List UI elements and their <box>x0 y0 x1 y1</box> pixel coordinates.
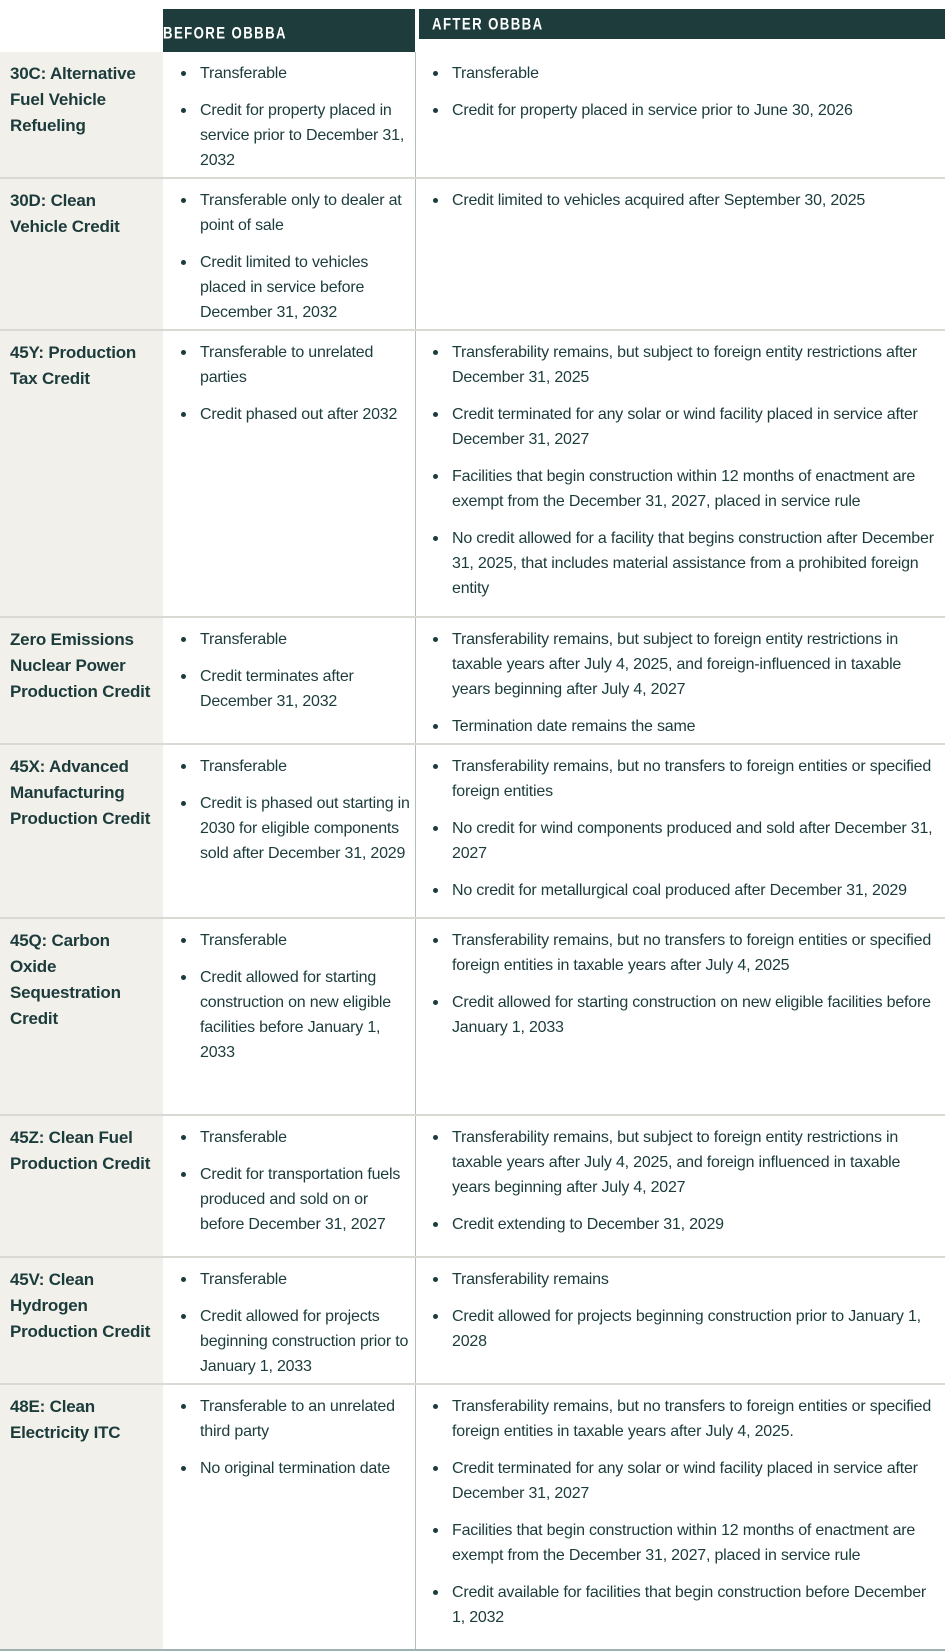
bullet-item <box>163 664 411 714</box>
bullet-text: Credit for transportation fuels produced and sold on or before December 31, 2027 <box>200 1166 401 1233</box>
after-obbba-cell <box>415 745 945 917</box>
bullet-text: Credit allowed for projects beginning construction prior to January 1, 2033 <box>200 1308 409 1375</box>
bullet-icon <box>433 1590 438 1595</box>
bullet-icon <box>433 938 438 943</box>
table-row <box>0 52 945 177</box>
bullet-item <box>416 402 935 452</box>
bullet-text: Transferable <box>200 932 287 949</box>
table-body <box>0 52 945 1649</box>
bullet-text: Credit for property placed in service prior to June 30, 2026 <box>452 102 853 119</box>
before-bullet-list <box>163 1125 411 1237</box>
bullet-item <box>416 928 935 978</box>
after-obbba-header-cell <box>415 9 945 39</box>
bullet-icon <box>433 474 438 479</box>
table-row <box>0 177 945 329</box>
bullet-icon <box>433 1222 438 1227</box>
table-header <box>0 9 945 52</box>
bullet-icon <box>433 888 438 893</box>
bullet-icon <box>181 1277 186 1282</box>
bullet-item <box>416 61 935 86</box>
bullet-item <box>416 1212 935 1237</box>
bullet-text: No original termination date <box>200 1460 391 1477</box>
bullet-item <box>163 188 411 238</box>
bullet-item <box>416 1125 935 1200</box>
bullet-text: Facilities that begin construction within 12 months of enactment are exempt from the December 31, 2027, placed in service rule <box>452 468 916 510</box>
bullet-text: Transferability remains, but no transfers to foreign entities or specified foreign entities in taxable years after July 4, 2025 <box>452 932 932 974</box>
bullet-icon <box>433 826 438 831</box>
before-obbba-cell <box>163 919 415 1114</box>
bullet-text: Credit for property placed in service prior to December 31, 2032 <box>200 102 405 169</box>
bullet-item <box>416 1394 935 1444</box>
bullet-text: No credit allowed for a facility that begins construction after December 31, 2025, that includes material assistance from a prohibited foreign entity <box>452 530 934 597</box>
bullet-item <box>163 928 411 953</box>
before-bullet-list <box>163 340 411 427</box>
after-bullet-list <box>416 188 935 213</box>
before-obbba-cell <box>163 745 415 917</box>
bullet-icon <box>433 1466 438 1471</box>
bullet-icon <box>181 1135 186 1140</box>
bullet-text: Transferable <box>200 631 287 648</box>
bullet-item <box>163 1394 411 1444</box>
bullet-text: Transferability remains, but subject to foreign entity restrictions in taxable years after July 4, 2025, and foreign-influenced in taxable years beginning after July 4, 2027 <box>452 631 902 698</box>
bullet-icon <box>433 350 438 355</box>
after-bullet-list <box>416 627 935 739</box>
bullet-text: Transferable <box>200 1271 287 1288</box>
bullet-item <box>163 402 411 427</box>
before-bullet-list <box>163 1267 411 1379</box>
bullet-icon <box>433 1135 438 1140</box>
bullet-item <box>416 627 935 702</box>
bullet-item <box>416 990 935 1040</box>
bullet-item <box>416 816 935 866</box>
bullet-text: Facilities that begin construction within 12 months of enactment are exempt from the December 31, 2027, placed in service rule <box>452 1522 916 1564</box>
bullet-text: Credit is phased out starting in 2030 for eligible components sold after December 31, 2029 <box>200 795 410 862</box>
bullet-icon <box>181 1466 186 1471</box>
bullet-item <box>416 98 935 123</box>
bullet-icon <box>181 1314 186 1319</box>
bullet-text: Transferability remains <box>452 1271 609 1288</box>
before-obbba-cell <box>163 618 415 743</box>
table-row <box>0 1383 945 1649</box>
before-obbba-header-label: BEFORE OBBBA <box>163 23 287 43</box>
bullet-item <box>163 1162 411 1237</box>
bullet-text: Credit available for facilities that begin construction before December 1, 2032 <box>452 1584 927 1626</box>
bullet-item <box>416 878 935 903</box>
bullet-text: Credit terminates after December 31, 2032 <box>200 668 354 710</box>
credit-name: 45V: Clean Hydrogen Production Credit <box>0 1258 163 1383</box>
before-obbba-cell <box>163 331 415 616</box>
bullet-item <box>163 1304 411 1379</box>
bullet-icon <box>181 1404 186 1409</box>
after-bullet-list <box>416 754 935 903</box>
bullet-item <box>416 1456 935 1506</box>
bullet-icon <box>181 674 186 679</box>
bullet-icon <box>433 71 438 76</box>
bullet-text: Transferable <box>200 758 287 775</box>
after-obbba-cell <box>415 52 945 177</box>
bullet-item <box>416 526 935 601</box>
before-bullet-list <box>163 188 411 325</box>
after-obbba-header-label: AFTER OBBBA <box>432 14 544 34</box>
bullet-text: Transferable to unrelated parties <box>200 344 374 386</box>
bullet-item <box>416 464 935 514</box>
bullet-item <box>163 250 411 325</box>
credit-name: 30C: Alternative Fuel Vehicle Refueling <box>0 52 163 177</box>
before-bullet-list <box>163 627 411 714</box>
credit-name: 45X: Advanced Manufacturing Production Credit <box>0 745 163 917</box>
bullet-text: Credit extending to December 31, 2029 <box>452 1216 724 1233</box>
credit-name: 48E: Clean Electricity ITC <box>0 1385 163 1649</box>
credit-name: 30D: Clean Vehicle Credit <box>0 179 163 329</box>
bullet-item <box>416 1518 935 1568</box>
credit-name: 45Q: Carbon Oxide Sequestration Credit <box>0 919 163 1114</box>
bullet-item <box>416 714 935 739</box>
credit-name: 45Z: Clean Fuel Production Credit <box>0 1116 163 1256</box>
bullet-text: Transferability remains, but subject to foreign entity restrictions in taxable years after July 4, 2025, and foreign influenced in taxable years beginning after July 4, 2027 <box>452 1129 901 1196</box>
bullet-text: Credit allowed for starting construction on new eligible facilities before January 1, 2033 <box>452 994 931 1036</box>
bullet-text: Transferability remains, but no transfers to foreign entities or specified foreign entities in taxable years after July 4, 2025. <box>452 1398 932 1440</box>
table-row <box>0 329 945 616</box>
bullet-icon <box>433 198 438 203</box>
bullet-item <box>416 1304 935 1354</box>
table-row <box>0 1256 945 1383</box>
before-bullet-list <box>163 754 411 866</box>
credit-name: Zero Emissions Nuclear Power Production Credit <box>0 618 163 743</box>
bullet-icon <box>181 801 186 806</box>
bullet-text: Transferability remains, but subject to foreign entity restrictions after December 31, 2025 <box>452 344 918 386</box>
bullet-item <box>163 1456 411 1481</box>
bullet-text: Credit allowed for projects beginning construction prior to January 1, 2028 <box>452 1308 921 1350</box>
bullet-icon <box>433 1314 438 1319</box>
bullet-icon <box>433 1277 438 1282</box>
table-row <box>0 917 945 1114</box>
bullet-text: Termination date remains the same <box>452 718 696 735</box>
bullet-text: Credit limited to vehicles placed in service before December 31, 2032 <box>200 254 369 321</box>
after-obbba-cell <box>415 919 945 1114</box>
bullet-icon <box>181 260 186 265</box>
bullet-icon <box>181 71 186 76</box>
table-row <box>0 616 945 743</box>
table-row <box>0 743 945 917</box>
bullet-item <box>416 340 935 390</box>
bullet-icon <box>433 637 438 642</box>
bullet-icon <box>433 724 438 729</box>
bullet-text: Credit terminated for any solar or wind facility placed in service after December 31, 2027 <box>452 1460 918 1502</box>
bullet-icon <box>433 1528 438 1533</box>
bullet-text: Transferability remains, but no transfers to foreign entities or specified foreign entities <box>452 758 932 800</box>
bullet-text: Transferable <box>452 65 539 82</box>
after-obbba-cell <box>415 618 945 743</box>
bullet-item <box>163 791 411 866</box>
bullet-icon <box>181 198 186 203</box>
bullet-item <box>416 754 935 804</box>
bullet-icon <box>433 108 438 113</box>
before-obbba-cell <box>163 1258 415 1383</box>
bullet-icon <box>181 412 186 417</box>
before-obbba-cell <box>163 1385 415 1649</box>
before-obbba-cell <box>163 52 415 177</box>
bullet-icon <box>433 764 438 769</box>
bullet-item <box>163 965 411 1065</box>
before-obbba-cell <box>163 1116 415 1256</box>
bullet-text: Credit terminated for any solar or wind facility placed in service after December 31, 2027 <box>452 406 918 448</box>
after-bullet-list <box>416 1394 935 1630</box>
bullet-text: Credit phased out after 2032 <box>200 406 398 423</box>
bullet-item <box>416 1267 935 1292</box>
after-bullet-list <box>416 928 935 1040</box>
bullet-text: No credit for metallurgical coal produced after December 31, 2029 <box>452 882 907 899</box>
bullet-item <box>163 627 411 652</box>
bullet-item <box>416 188 935 213</box>
bullet-icon <box>181 938 186 943</box>
bullet-item <box>163 1125 411 1150</box>
after-obbba-cell <box>415 331 945 616</box>
bullet-text: No credit for wind components produced and sold after December 31, 2027 <box>452 820 933 862</box>
before-obbba-cell <box>163 179 415 329</box>
bullet-icon <box>433 1000 438 1005</box>
bullet-text: Transferable to an unrelated third party <box>200 1398 395 1440</box>
bullet-item <box>163 98 411 173</box>
bullet-item <box>163 340 411 390</box>
bullet-item <box>163 754 411 779</box>
bullet-item <box>416 1580 935 1630</box>
bullet-icon <box>433 536 438 541</box>
bullet-text: Transferable only to dealer at point of sale <box>200 192 402 234</box>
bullet-text: Transferable <box>200 65 287 82</box>
after-bullet-list <box>416 1267 935 1354</box>
after-obbba-cell <box>415 1385 945 1649</box>
before-bullet-list <box>163 1394 411 1481</box>
bullet-icon <box>181 350 186 355</box>
table-row <box>0 1114 945 1256</box>
after-obbba-cell <box>415 1258 945 1383</box>
after-obbba-cell <box>415 1116 945 1256</box>
credit-name: 45Y: Production Tax Credit <box>0 331 163 616</box>
bullet-icon <box>181 108 186 113</box>
after-obbba-cell <box>415 179 945 329</box>
bullet-text: Credit allowed for starting construction on new eligible facilities before January 1, 2033 <box>200 969 391 1061</box>
bullet-icon <box>433 412 438 417</box>
after-bullet-list <box>416 340 935 601</box>
before-bullet-list <box>163 61 411 173</box>
after-bullet-list <box>416 1125 935 1237</box>
bullet-icon <box>181 764 186 769</box>
before-obbba-header-cell <box>163 9 415 52</box>
bullet-icon <box>181 975 186 980</box>
header-spacer <box>0 9 163 52</box>
bullet-text: Transferable <box>200 1129 287 1146</box>
after-bullet-list <box>416 61 935 123</box>
bullet-text: Credit limited to vehicles acquired after September 30, 2025 <box>452 192 866 209</box>
bullet-icon <box>181 1172 186 1177</box>
bullet-icon <box>181 637 186 642</box>
before-bullet-list <box>163 928 411 1065</box>
bullet-icon <box>433 1404 438 1409</box>
bullet-item <box>163 1267 411 1292</box>
bullet-item <box>163 61 411 86</box>
